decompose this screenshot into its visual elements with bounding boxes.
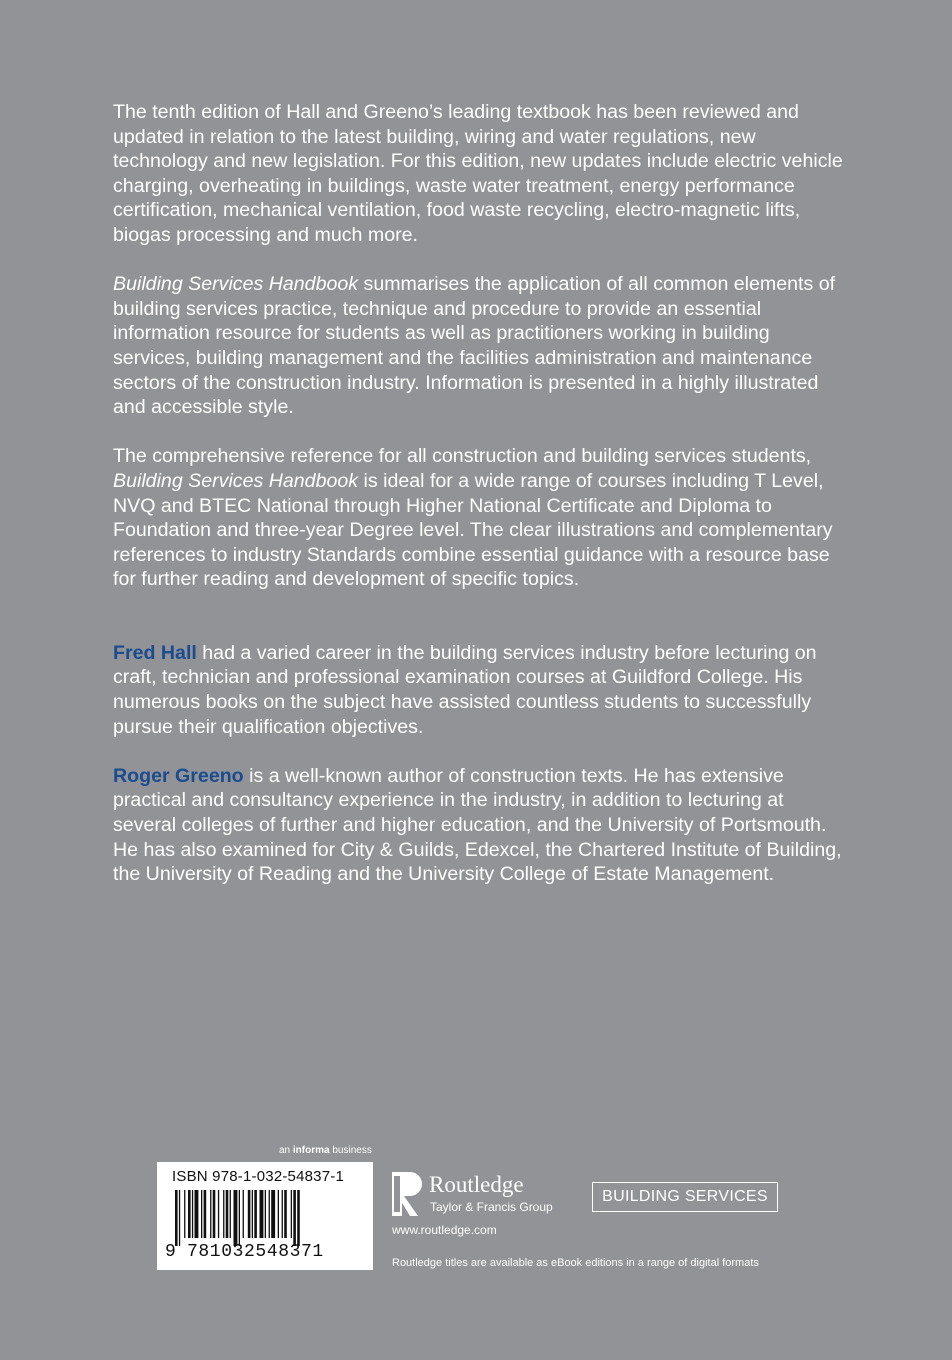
- informa-prefix: an: [279, 1145, 293, 1156]
- back-cover-text: [113, 100, 843, 911]
- informa-tagline: [279, 1145, 372, 1156]
- book-title-italic-2: Building Services Handbook: [113, 469, 359, 492]
- author-name-fred-hall: Fred Hall: [113, 641, 197, 664]
- informa-suffix: business: [329, 1145, 372, 1156]
- isbn-number: ISBN 978-1-032-54837-1: [172, 1168, 345, 1185]
- description-text-1: The tenth edition of Hall and Greeno’s leading textbook has been reviewed and updated in relation to the latest building, wiring and water regulations, new technology and new legislation. For this edition, new updates include electric vehicle charging, overheating in buildings, waste water treatment, energy performance certification, mechanical ventilation, food waste recycling, electro-magnetic lifts, biogas processing and much more.: [113, 101, 843, 246]
- subject-category-label: BUILDING SERVICES: [592, 1182, 778, 1212]
- author-bio-1: [113, 641, 843, 739]
- author-bio-text-1: had a varied career in the building services industry before lecturing on craft, technician and professional examination courses at Guildford College. His numerous books on the subject have assisted countless students to successfully pursue their qualification objectives.: [113, 641, 817, 738]
- author-name-roger-greeno: Roger Greeno: [113, 764, 244, 787]
- description-text-3a: The comprehensive reference for all construction and building services students,: [113, 445, 812, 468]
- routledge-logo-icon: [390, 1170, 422, 1218]
- description-paragraph-1: [113, 100, 843, 248]
- barcode-icon: [175, 1190, 355, 1246]
- barcode-panel: [157, 1162, 373, 1270]
- description-paragraph-2: [113, 272, 843, 420]
- description-paragraph-3: [113, 444, 843, 592]
- author-bio-text-2: is a well-known author of construction texts. He has extensive practical and consultancy experience in the industry, in addition to lecturing at several colleges of further and higher education, and the University of Portsmouth. He has also examined for City & Guilds, Edexcel, the Chartered Institute of Building, the University of Reading and the University College of Estate Management.: [113, 764, 842, 886]
- publisher-website: www.routledge.com: [392, 1223, 497, 1237]
- ebook-availability-note: Routledge titles are available as eBook editions in a range of digital formats: [392, 1257, 759, 1269]
- author-bio-2: [113, 764, 843, 887]
- publisher-name: Routledge: [429, 1172, 524, 1197]
- publisher-group: Taylor & Francis Group: [430, 1200, 553, 1214]
- informa-brand: informa: [292, 1145, 330, 1156]
- barcode-digits: 781032548371: [187, 1242, 324, 1262]
- description-text-2: summarises the application of all common elements of building services practice, technique and procedure to provide an essential information resource for students as well as practitioners working in building services, building management and the facilities administration and maintenance sectors of the construction industry. Information is presented in a highly illustrated and accessible style.: [113, 273, 836, 419]
- barcode-first-digit: 9: [165, 1242, 176, 1262]
- book-title-italic: Building Services Handbook: [113, 273, 359, 296]
- description-text-3b: is ideal for a wide range of courses including T Level, NVQ and BTEC National through Higher National Certificate and Diploma to Foundation and three-year Degree level. The clear illustrations and complementary references to industry Standards combine essential guidance with a resource base for further reading and development of specific topics.: [113, 469, 833, 591]
